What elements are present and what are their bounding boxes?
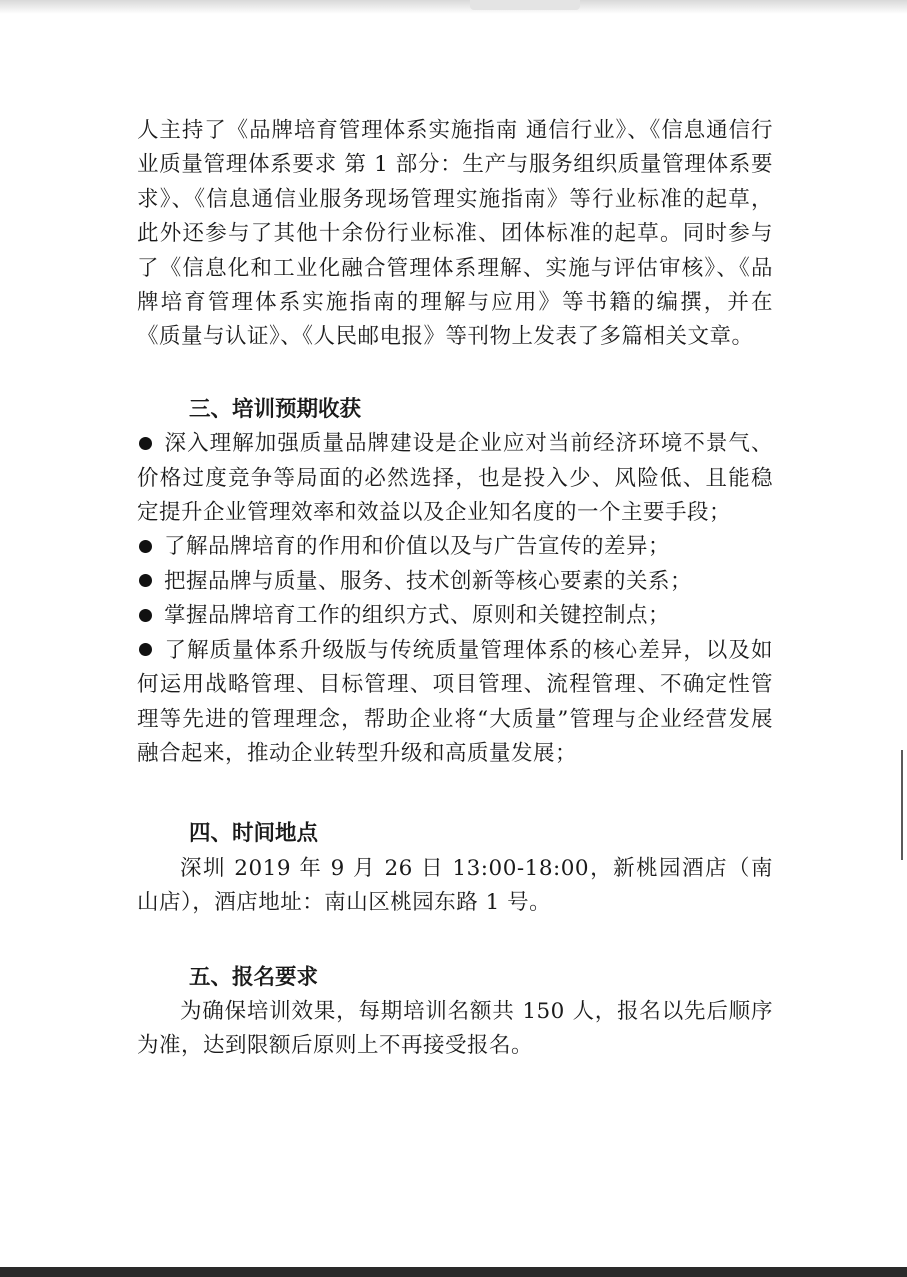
section-4-heading: 四、时间地点 (189, 821, 319, 847)
time-location-paragraph: 深圳 2019 年 9 月 26 日 13:00-18:00，新桃园酒店（南山店），酒店地址：南山区桃园东路 1 号。 (137, 855, 773, 916)
bullet-icon (139, 437, 152, 450)
spacer (137, 921, 773, 961)
section-3-heading: 三、培训预期收获 (189, 396, 362, 422)
intro-paragraph: 人主持了《品牌培育管理体系实施指南 通信行业》、《信息通信行业质量管理体系要求 第 1 部分：生产与服务组织质量管理体系要求》、《信息通信业服务现场管理实施指南》等行业标准的起草，此外还参与了其他十余份行业标准、团体标准的起草。同时参与了《信息化和工业化融合管理体系理解、实施与评估审核》、《品牌培育管理体系实施指南的理解与应用》等书籍的编撰，并在《质量与认证》、《人民邮电报》等刊物上发表了多篇相关文章。 (137, 118, 773, 350)
scan-top-mark (470, 0, 580, 10)
list-item-text: 把握品牌与质量、服务、技术创新等核心要素的关系； (164, 568, 693, 594)
scan-right-edge (901, 750, 903, 860)
list-item-text: 掌握品牌培育工作的组织方式、原则和关键控制点； (164, 603, 671, 629)
list-item-text: 了解质量体系升级版与传统质量管理体系的核心差异，以及如何运用战略管理、目标管理、项目管理、流程管理、不确定性管理等先进的管理理念，帮助企业将“大质量”管理与企业经营发展融合起来，推动企业转型升级和高质量发展； (137, 637, 773, 766)
bullet-icon (139, 574, 152, 587)
list-item (137, 530, 773, 564)
section-5-heading: 五、报名要求 (189, 964, 319, 990)
bullet-icon (139, 643, 152, 656)
bullet-icon (139, 540, 152, 553)
bullet-icon (139, 609, 152, 622)
spacer (137, 355, 773, 393)
scan-bottom-bar (0, 1267, 907, 1277)
registration-paragraph: 为确保培训效果，每期培训名额共 150 人，报名以先后顺序为准，达到限额后原则上不再接受报名。 (137, 998, 773, 1059)
list-item (137, 599, 773, 633)
scan-top-shadow (0, 0, 907, 14)
list-item (137, 634, 773, 772)
list-item-text: 深入理解加强质量品牌建设是企业应对当前经济环境不景气、价格过度竞争等局面的必然选择，也是投入少、风险低、且能稳定提升企业管理效率和效益以及企业知名度的一个主要手段； (137, 431, 773, 526)
list-item-text: 了解品牌培育的作用和价值以及与广告宣传的差异； (164, 534, 671, 560)
list-item (137, 565, 773, 599)
spacer (137, 771, 773, 817)
list-item (137, 427, 773, 530)
document-page (137, 114, 773, 1064)
expected-gains-list (137, 427, 773, 771)
